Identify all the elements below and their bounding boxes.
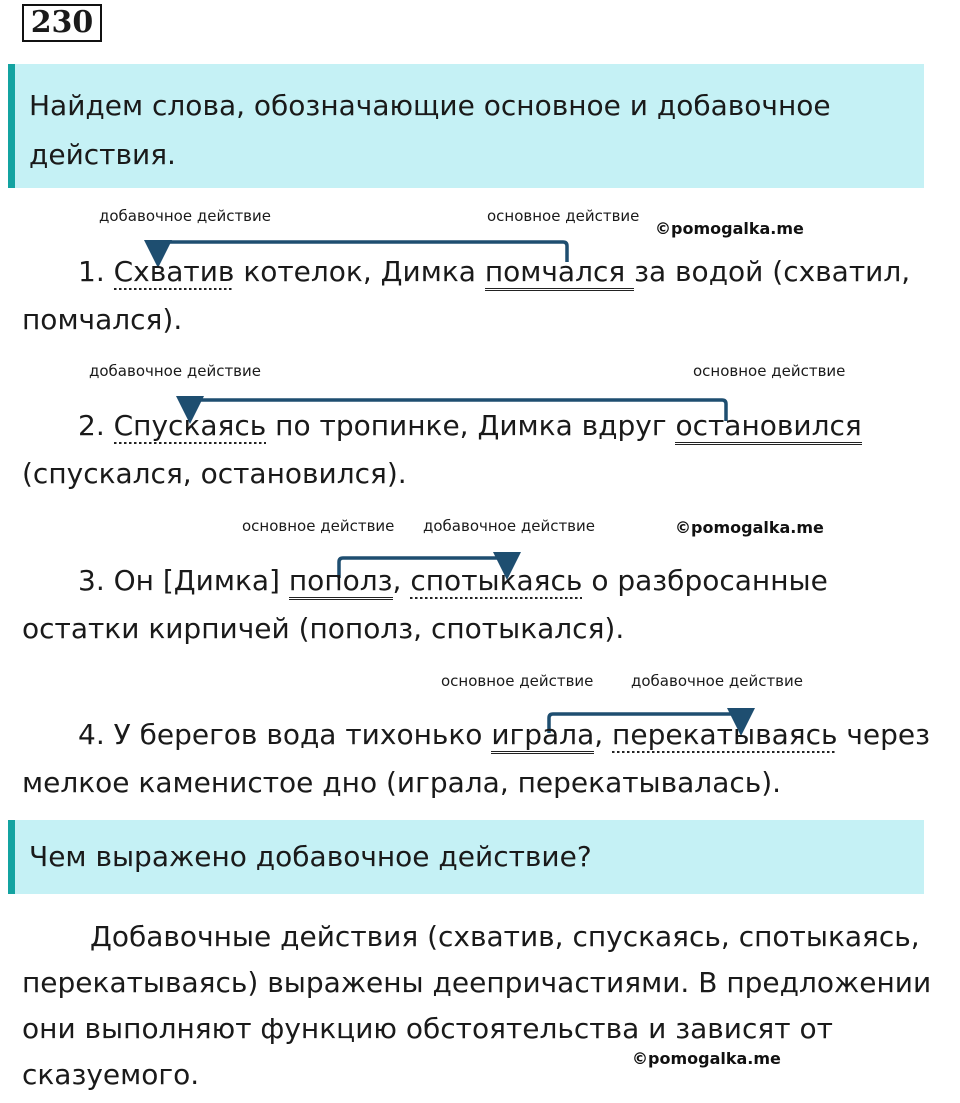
s1-predicate: помчался — [485, 255, 634, 291]
sentence-4-line2: мелкое каменистое дно (играла, перекатывалась). — [22, 766, 782, 799]
s4-text-1: , — [594, 718, 613, 751]
sentence-3 — [22, 557, 946, 653]
sentence-1 — [22, 248, 946, 344]
banner1-line1: Найдем слова, обозначающие основное и добавочное — [29, 89, 831, 122]
s2-participle: Спускаясь — [113, 409, 267, 442]
s4-number: 4. У берегов вода тихонько — [78, 718, 492, 751]
label-additional-4: добавочное действие — [631, 672, 804, 690]
label-main-2: основное действие — [693, 362, 846, 380]
s4-participle: перекатываясь — [612, 718, 838, 751]
sentence-2-line1 — [22, 402, 946, 450]
watermark-1: ©pomogalka.me — [655, 219, 804, 238]
watermark-3: ©pomogalka.me — [632, 1049, 781, 1068]
sentence-2-line2: (спускался, остановился). — [22, 457, 407, 490]
label-main-4: основное действие — [441, 672, 594, 690]
label-main-3: основное действие — [242, 517, 395, 535]
sentence-4-line1 — [22, 711, 946, 759]
answer-line1-text: Добавочные действия (схватив, спускаясь, спотыкаясь, — [90, 920, 920, 953]
s4-text-2: через — [837, 718, 931, 751]
s3-text-1: , — [392, 564, 411, 597]
label-additional-1: добавочное действие — [99, 207, 272, 225]
s2-number: 2. — [78, 409, 114, 442]
sentence-1-line2: помчался). — [22, 303, 183, 336]
sentence-1-line1 — [22, 248, 946, 296]
sentence-3-line2: остатки кирпичей (пополз, спотыкался). — [22, 612, 625, 645]
answer-line4: сказуемого. — [22, 1058, 200, 1091]
question-banner-2: Чем выражено добавочное действие? — [8, 820, 924, 894]
sentence-3-line1 — [22, 557, 946, 605]
label-additional-2: добавочное действие — [89, 362, 262, 380]
answer-line3: они выполняют функцию обстоятельства и зависят от — [22, 1012, 833, 1045]
s4-predicate: играла — [491, 718, 594, 754]
s2-text-1: по тропинке, Димка вдруг — [266, 409, 676, 442]
s3-participle: спотыкаясь — [410, 564, 583, 597]
s1-participle: Схватив — [113, 255, 235, 288]
banner1-line2: действия. — [29, 138, 176, 171]
s3-text-2: о разбросанные — [582, 564, 828, 597]
label-main-1: основное действие — [487, 207, 640, 225]
answer-line2: перекатываясь) выражены деепричастиями. В предложении — [22, 966, 932, 999]
s3-predicate: пополз — [289, 564, 393, 600]
task-number: 230 — [22, 4, 102, 42]
answer-paragraph — [22, 914, 946, 1098]
s1-text-1: котелок, Димка — [234, 255, 485, 288]
s3-number: 3. Он [Димка] — [78, 564, 289, 597]
label-additional-3: добавочное действие — [423, 517, 596, 535]
s2-predicate: остановился — [675, 409, 861, 445]
watermark-2: ©pomogalka.me — [675, 518, 824, 537]
s1-text-2: за водой (схватил, — [634, 255, 911, 288]
s1-number: 1. — [78, 255, 114, 288]
answer-line1 — [22, 914, 946, 960]
sentence-2 — [22, 402, 946, 498]
sentence-4 — [22, 711, 946, 807]
